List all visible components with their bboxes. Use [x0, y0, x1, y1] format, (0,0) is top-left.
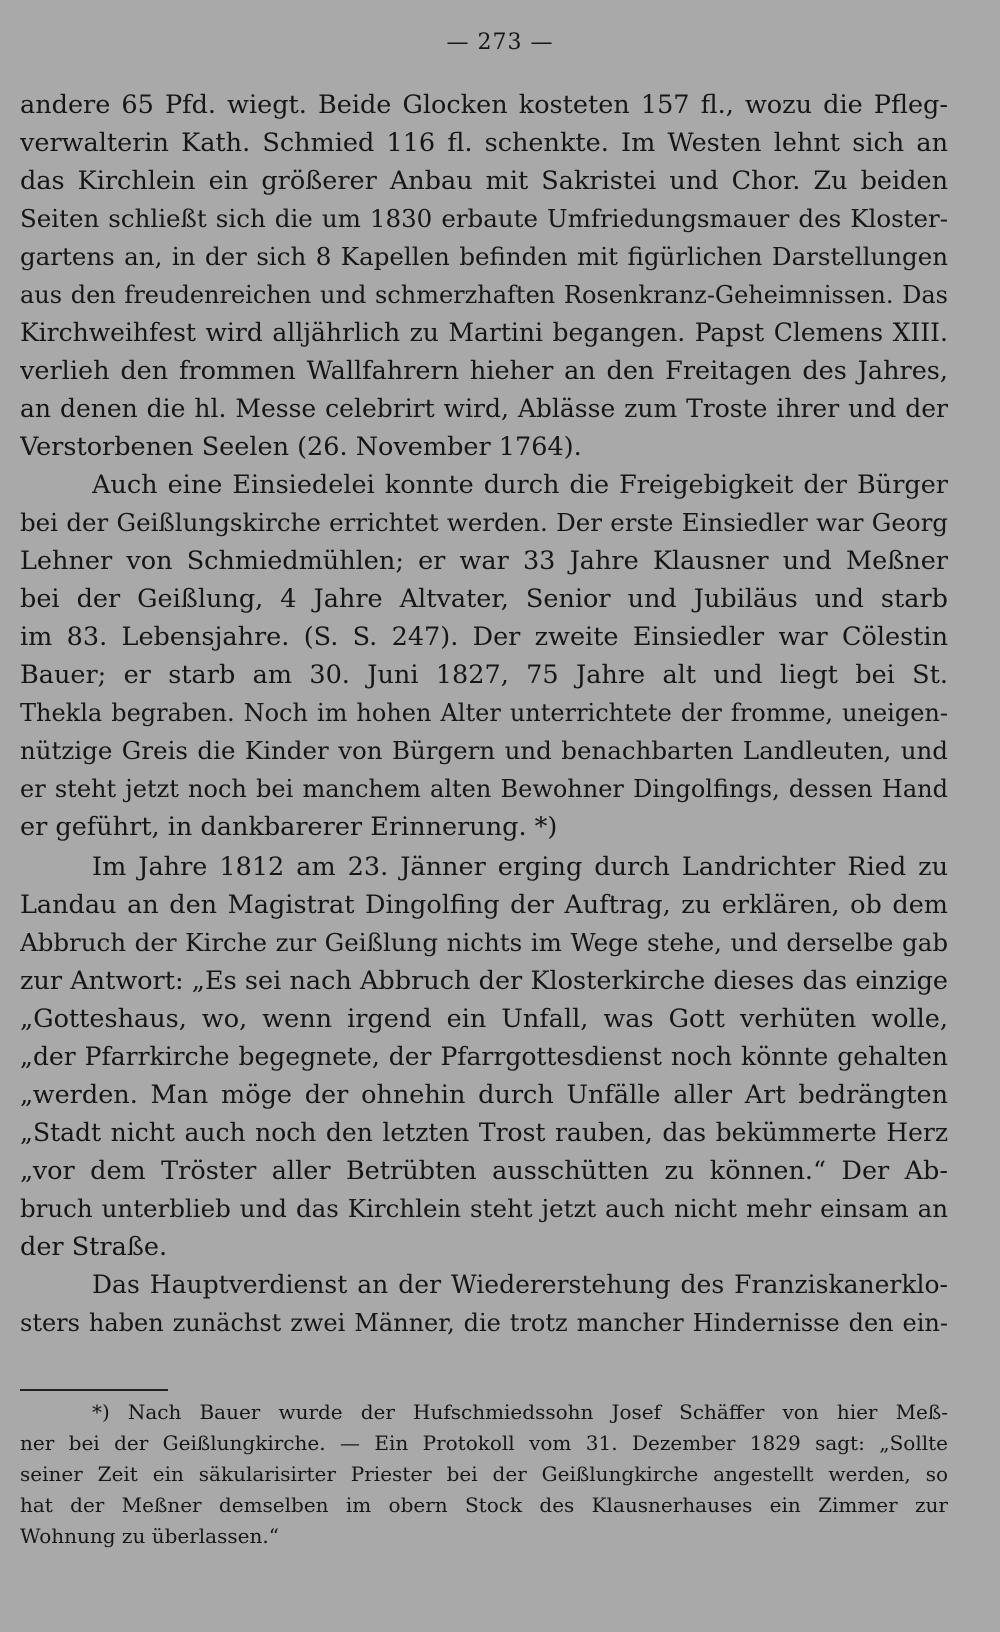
footnote-line: hat der Meßner demselben im obern Stock des Klausnerhauses ein Zimmer zur: [20, 1493, 948, 1517]
text-line: der Straße.: [20, 1232, 168, 1262]
text-line: nützige Greis die Kinder von Bürgern und benachbarten Landleuten, und: [20, 736, 948, 765]
text-line: andere 65 Pfd. wiegt. Beide Glocken kosteten 157 fl., wozu die Pfleg-: [20, 90, 948, 120]
text-line: Das Hauptverdienst an der Wiedererstehung des Franziskanerklo-: [92, 1270, 948, 1299]
footnote-line: ner bei der Geißlungkirche. — Ein Protokoll vom 31. Dezember 1829 sagt: „Sollte: [20, 1431, 948, 1455]
text-line: Thekla begraben. Noch im hohen Alter unterrichtete der fromme, uneigen-: [20, 699, 948, 727]
text-line: im 83. Lebensjahre. (S. S. 247). Der zweite Einsiedler war Cölestin: [20, 622, 948, 652]
text-line: Lehner von Schmiedmühlen; er war 33 Jahre Klausner und Meßner: [20, 546, 948, 576]
text-line: „vor dem Tröster aller Betrübten ausschütten zu können.“ Der Ab-: [20, 1156, 948, 1186]
text-line: bruch unterblieb und das Kirchlein steht jetzt auch nicht mehr einsam an: [20, 1194, 948, 1223]
text-line: er steht jetzt noch bei manchem alten Bewohner Dingolfings, dessen Hand: [20, 775, 948, 803]
text-line: verwalterin Kath. Schmied 116 fl. schenkte. Im Westen lehnt sich an: [20, 128, 948, 158]
text-line: Seiten schließt sich die um 1830 erbaute Umfriedungsmauer des Kloster-: [20, 204, 948, 233]
text-line: „Gotteshaus, wo, wenn irgend ein Unfall, was Gott verhüten wolle,: [20, 1004, 948, 1034]
footnote-line: seiner Zeit ein säkularisirter Priester bei der Geißlungkirche angestellt werden, so: [20, 1462, 948, 1486]
text-line: Bauer; er starb am 30. Juni 1827, 75 Jahre alt und liegt bei St.: [20, 660, 948, 690]
text-line: „der Pfarrkirche begegnete, der Pfarrgottesdienst noch könnte gehalten: [20, 1042, 948, 1071]
text-line: Auch eine Einsiedelei konnte durch die Freigebigkeit der Bürger: [92, 470, 948, 500]
text-line: Kirchweihfest wird alljährlich zu Martini begangen. Papst Clemens XIII.: [20, 318, 948, 347]
text-line: „werden. Man möge der ohnehin durch Unfälle aller Art bedrängten: [20, 1080, 948, 1110]
text-line: er geführt, in dankbarerer Erinnerung. *): [20, 812, 558, 842]
page-number: — 273 —: [446, 30, 554, 55]
text-line: das Kirchlein ein größerer Anbau mit Sakristei und Chor. Zu beiden: [20, 166, 948, 196]
footnote-line: *) Nach Bauer wurde der Hufschmiedssohn Josef Schäffer von hier Meß-: [92, 1400, 948, 1424]
text-line: Landau an den Magistrat Dingolfing der Auftrag, zu erklären, ob dem: [20, 890, 948, 920]
text-line: bei der Geißlungskirche errichtet werden. Der erste Einsiedler war Georg: [20, 508, 948, 537]
text-line: aus den freudenreichen und schmerzhaften Rosenkranz-Geheimnissen. Das: [20, 281, 948, 309]
text-line: Verstorbenen Seelen (26. November 1764).: [20, 432, 582, 462]
footnote-line: Wohnung zu überlassen.“: [20, 1524, 279, 1548]
text-line: verlieh den frommen Wallfahrern hieher an den Freitagen des Jahres,: [20, 356, 948, 386]
text-line: sters haben zunächst zwei Männer, die trotz mancher Hindernisse den ein-: [20, 1309, 948, 1337]
text-line: zur Antwort: „Es sei nach Abbruch der Klosterkirche dieses das einzige: [20, 966, 948, 996]
text-line: bei der Geißlung, 4 Jahre Altvater, Senior und Jubiläus und starb: [20, 584, 948, 614]
text-line: Im Jahre 1812 am 23. Jänner erging durch Landrichter Ried zu: [92, 852, 948, 882]
text-line: „Stadt nicht auch noch den letzten Trost rauben, das bekümmerte Herz: [20, 1118, 948, 1147]
text-line: gartens an, in der sich 8 Kapellen befinden mit figürlichen Darstellungen: [20, 242, 948, 271]
footnote-separator: [20, 1389, 168, 1391]
text-line: an denen die hl. Messe celebrirt wird, Ablässe zum Troste ihrer und der: [20, 394, 948, 423]
text-line: Abbruch der Kirche zur Geißlung nichts im Wege stehe, und derselbe gab: [20, 928, 948, 957]
